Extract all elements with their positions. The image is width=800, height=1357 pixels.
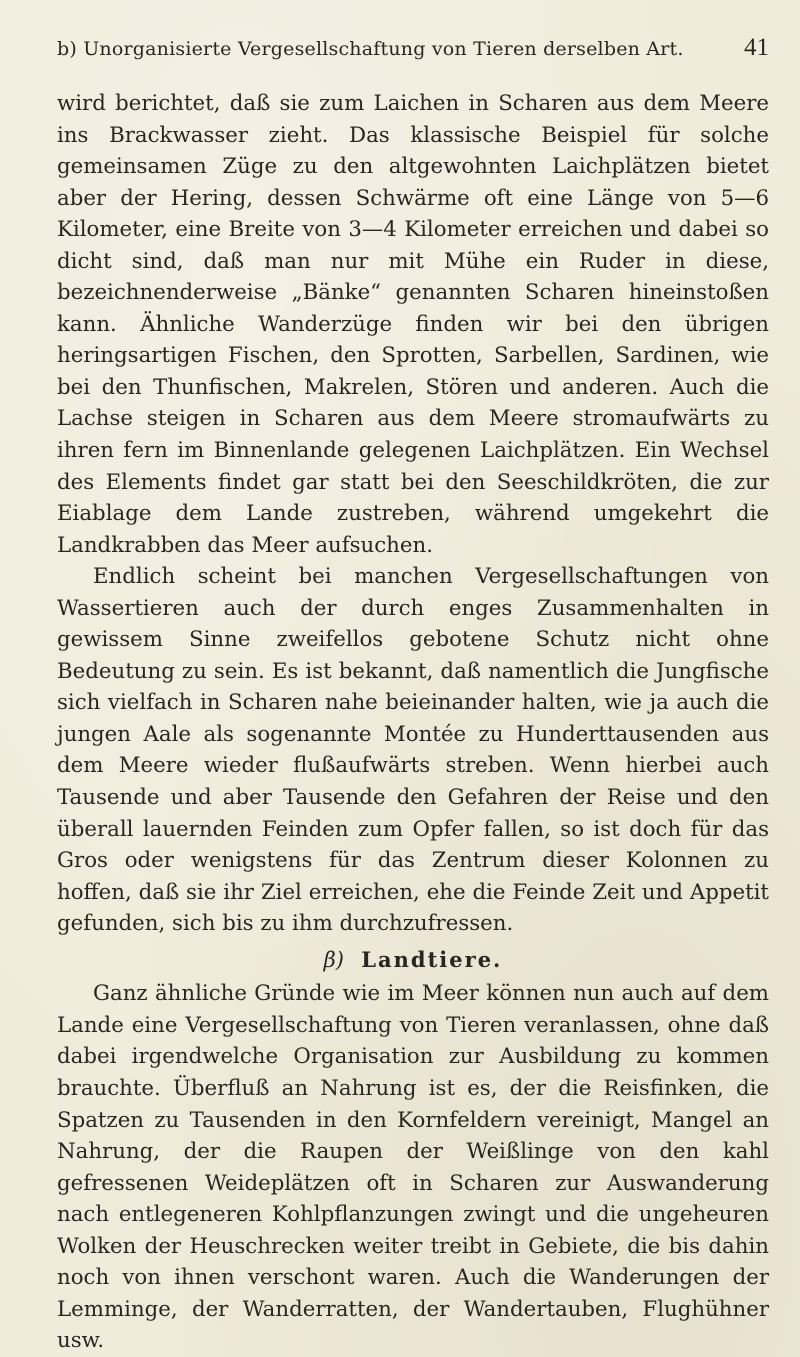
paragraph-continued: wird berichtet, daß sie zum Laichen in Scharen aus dem Meere ins Brackwasser zieht. Das klassische Beispiel für solche gemeinsamen Züge zu den altgewohnten Laichplätzen bietet aber der Hering, dessen Schwärme oft eine Länge von 5—6 Kilometer, eine Breite von 3—4 Kilometer erreichen und dabei so dicht sind, daß man nur mit Mühe ein Ruder in diese, bezeichnenderweise „Bänke“ genannten Scharen hineinstoßen kann. Ähnliche Wanderzüge finden wir bei den übrigen heringsartigen Fischen, den Sprotten, Sarbellen, Sardinen, wie bei den Thunfischen, Makrelen, Stören und anderen. Auch die Lachse steigen in Scharen aus dem Meere stromaufwärts zu ihren fern im Binnenlande gelegenen Laichplätzen. Ein Wechsel des Elements findet gar statt bei den Seeschildkröten, die zur Eiablage dem Lande zustreben, während umgekehrt die Landkrabben das Meer aufsuchen. <box>57 91 769 558</box>
running-title: b) Unorganisierte Vergesellschaftung von Tieren derselben Art. <box>57 38 684 60</box>
paragraph: Endlich scheint bei manchen Vergesellschaftungen von Wassertieren auch der durch enges Zusammenhalten in gewissem Sinne zweifellos gebotene Schutz nicht ohne Bedeutung zu sein. Es ist bekannt, daß namentlich die Jungfische sich vielfach in Scharen nahe beieinander halten, wie ja auch die jungen Aale als sogenannte Montée zu Hunderttausenden aus dem Meere wieder flußaufwärts streben. Wenn hierbei auch Tausende und aber Tausende den Gefahren der Reise und den überall lauernden Feinden zum Opfer fallen, so ist doch für das Gros oder wenigstens für das Zentrum dieser Kolonnen zu hoffen, daß sie ihr Ziel erreichen, ehe die Feinde Zeit und Appetit gefunden, sich bis zu ihm durchzufressen. <box>57 564 769 937</box>
section-label: β) <box>323 947 344 972</box>
paragraph: Ganz ähnliche Gründe wie im Meer können nun auch auf dem Lande eine Vergesellschaftung von Tieren veranlassen, ohne daß dabei irgendwelche Organisation zur Ausbildung zu kommen brauchte. Überfluß an Nahrung ist es, der die Reisfinken, die Spatzen zu Tausenden in den Kornfeldern vereinigt, Mangel an Nahrung, der die Raupen der Weißlinge von den kahl gefressenen Weideplätzen oft in Scharen zur Auswanderung nach entlegeneren Kohlpflanzungen zwingt und die ungeheuren Wolken der Heuschrecken weiter treibt in Gebiete, die bis dahin noch von ihnen verschont waren. Auch die Wanderungen der Lemminge, der Wanderratten, der Wandertauben, Flughühner usw. <box>57 981 769 1354</box>
section-title: Landtiere. <box>361 946 503 972</box>
section-heading <box>57 944 769 977</box>
page-header <box>57 34 769 70</box>
body-text <box>57 88 769 1357</box>
page-number: 41 <box>744 34 769 61</box>
